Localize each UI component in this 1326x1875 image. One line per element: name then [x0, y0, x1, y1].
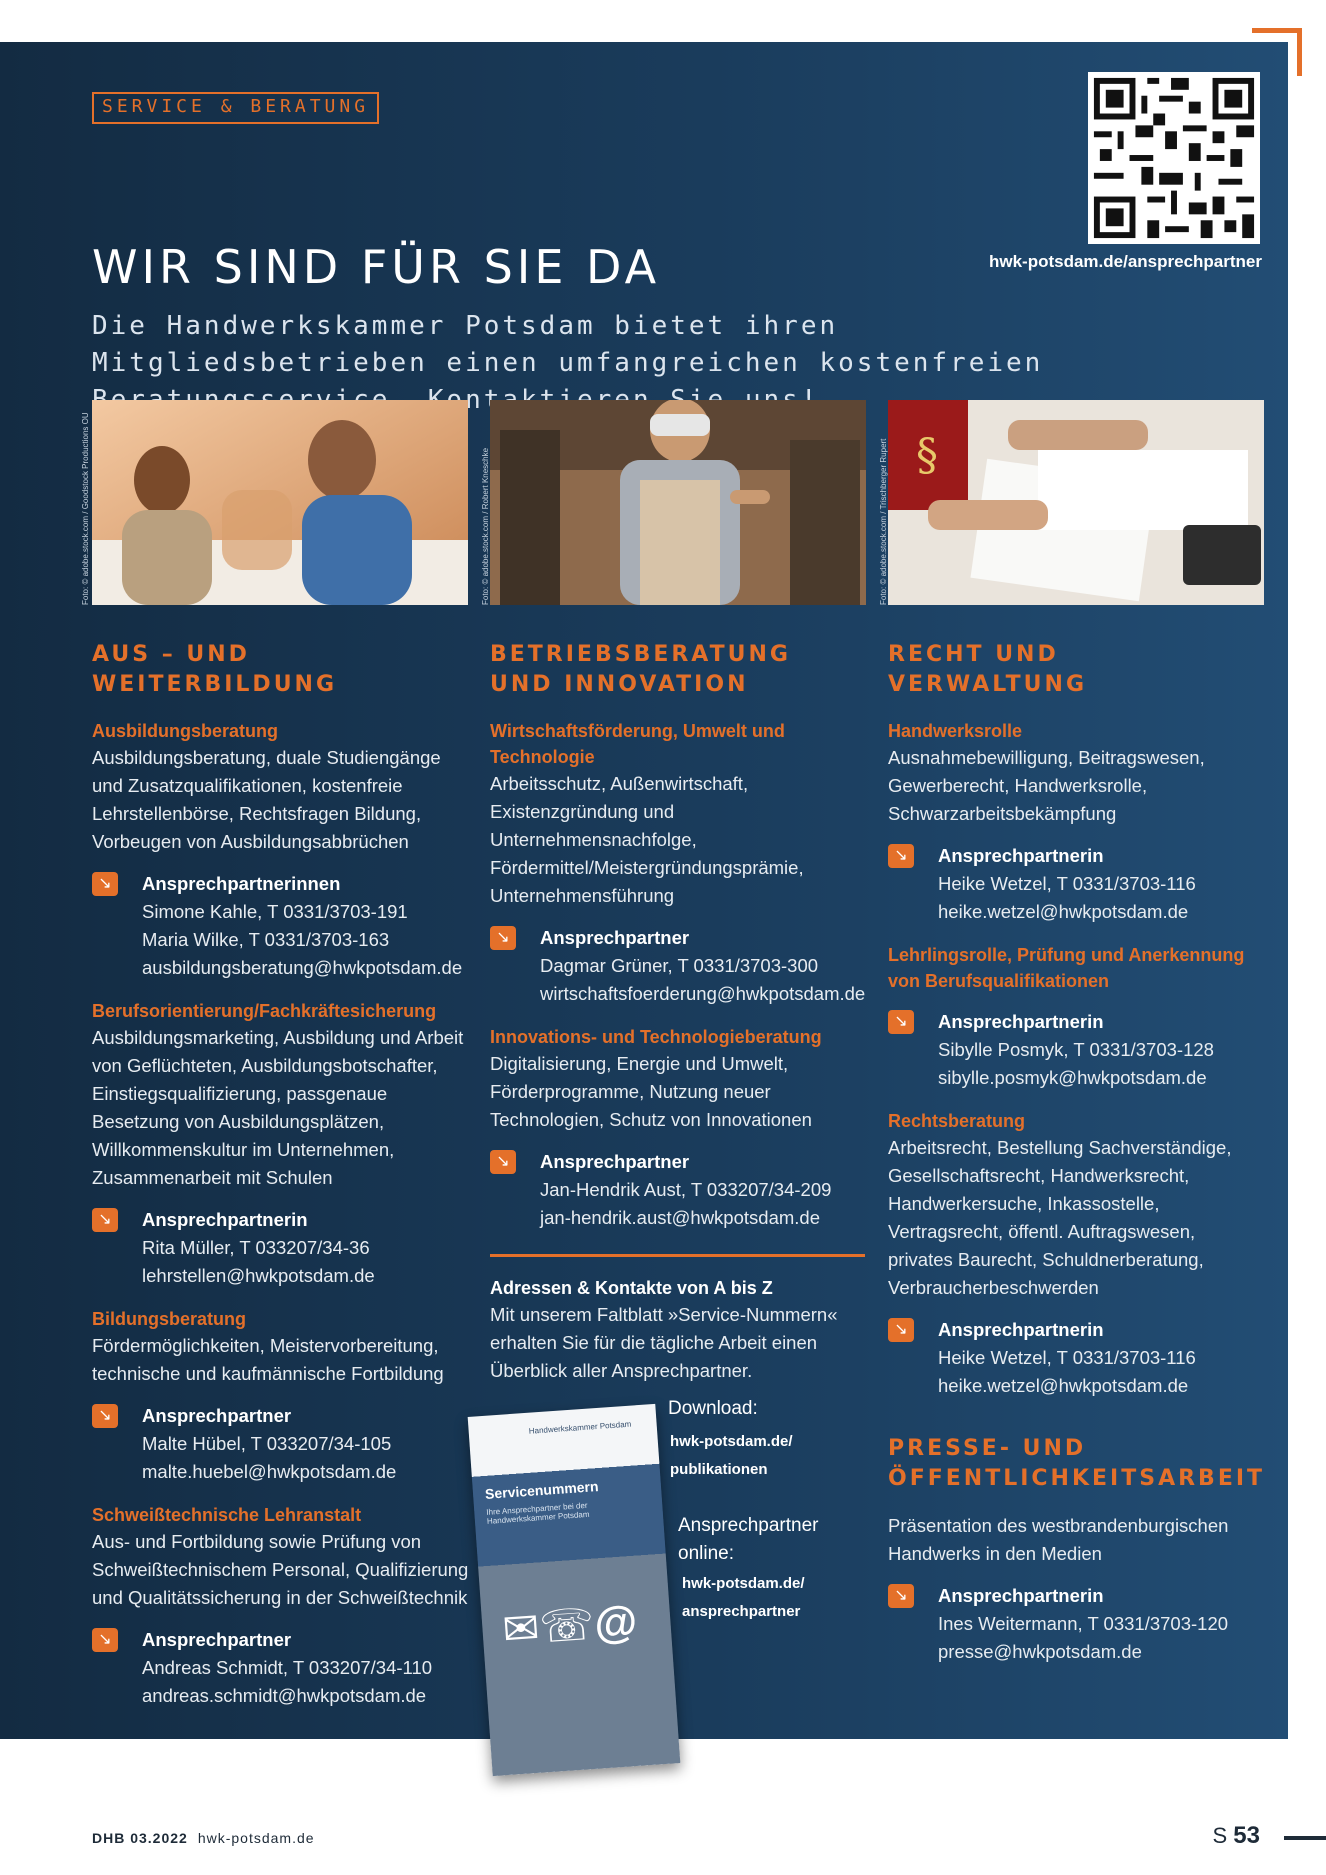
email-link[interactable]: ausbildungsberatung@hwkpotsdam.de: [142, 957, 463, 978]
description: Fördermöglichkeiten, Meistervorbereitung, technische und kaufmännische Fortbildung: [92, 1335, 444, 1384]
contact-block: ↘ Ansprechpartner Dagmar Grüner, T 0331/3703-300 wirtschaftsfoerderung@hwkpotsdam.de: [490, 924, 865, 1008]
column-title: PRESSE- UND ÖFFENTLICHKEITSARBEIT: [888, 1436, 1266, 1491]
subheading: Schweißtechnische Lehranstalt: [92, 1505, 362, 1525]
brochure-subtitle: Ihre Ansprechpartner bei der Handwerkskammer Potsdam: [486, 1500, 590, 1526]
download-label: Download:: [668, 1398, 758, 1419]
intro-text: Die Handwerkskammer Potsdam bietet ihren Mitgliedsbetrieben einen umfangreichen kostenfreien: [92, 311, 1044, 378]
addresses-text: Mit unserem Faltblatt »Service-Nummern« erhalten Sie für die tägliche Arbeit einen Überblick aller Ansprechpartner.: [490, 1304, 838, 1381]
description: Ausnahmebewilligung, Beitragswesen, Gewerberecht, Handwerksrolle, Schwarzarbeitsbekämpfung: [888, 747, 1205, 824]
column-title: AUS – UND WEITERBILDUNG: [92, 642, 338, 697]
corner-accent: [1252, 28, 1302, 76]
brochure-title: Servicenummern: [484, 1478, 599, 1502]
contact-block: ↘ Ansprechpartner Jan-Hendrik Aust, T 033207/34-209 jan-hendrik.aust@hwkpotsdam.de: [490, 1148, 865, 1232]
section-tag: SERVICE & BERATUNG: [92, 92, 379, 124]
servicenummern-brochure: [468, 1404, 681, 1776]
arrow-down-right-icon: ↘: [888, 1318, 914, 1342]
column-recht-verwaltung: [888, 640, 1266, 1682]
qr-url[interactable]: hwk-potsdam.de/ansprechpartner: [988, 252, 1262, 271]
brochure-logo: Handwerkskammer Potsdam: [528, 1419, 632, 1436]
arrow-down-right-icon: ↘: [888, 1010, 914, 1034]
column-aus-weiterbildung: [92, 640, 472, 1726]
footer-left: [92, 1830, 315, 1846]
contact-block: ↘ Ansprechpartner Andreas Schmidt, T 033207/34-110 andreas.schmidt@hwkpotsdam.de: [92, 1626, 472, 1710]
contact-block: ↘ Ansprechpartnerin Rita Müller, T 033207/34-36 lehrstellen@hwkpotsdam.de: [92, 1206, 472, 1290]
description: Digitalisierung, Energie und Umwelt, Förderprogramme, Nutzung neuer Technologien, Schutz von Innovationen: [490, 1053, 812, 1130]
footer-site-link[interactable]: hwk-potsdam.de: [197, 1830, 315, 1846]
photo-credit: Foto: © adobe.stock.com / Trischberger Rupert: [879, 438, 888, 605]
email-link[interactable]: heike.wetzel@hwkpotsdam.de: [938, 901, 1189, 922]
footer-rule: [1284, 1836, 1326, 1840]
online-label: Ansprechpartner online:: [678, 1515, 819, 1564]
description: Präsentation des westbrandenburgischen Handwerks in den Medien: [888, 1515, 1229, 1564]
column-betriebsberatung: [490, 640, 865, 1399]
arrow-down-right-icon: ↘: [92, 872, 118, 896]
description: Aus- und Fortbildung sowie Prüfung von Schweißtechnischem Personal, Qualifizierung und Qualitätssicherung in der Schweißtechnik: [92, 1531, 469, 1608]
page-title: WIR SIND FÜR SIE DA: [92, 240, 661, 294]
description: Ausbildungsmarketing, Ausbildung und Arbeit von Geflüchteten, Ausbildungsbotschafter, Einstiegsqualifizierung, passgenaue Besetzung von Ausbildungsplätzen, Willkommenskultur im Unternehmen, Zusammenarbeit mit Schulen: [92, 1027, 464, 1188]
online-link[interactable]: hwk-potsdam.de/ ansprechpartner: [682, 1575, 805, 1620]
svg-text:§: §: [916, 430, 938, 481]
description: Ausbildungsberatung, duale Studiengänge und Zusatzqualifikationen, kostenfreie Lehrstellenbörse, Rechtsfragen Bildung, Vorbeugen von Ausbildungsabbrüchen: [92, 747, 441, 852]
email-link[interactable]: presse@hwkpotsdam.de: [938, 1641, 1142, 1662]
students-writing-photo: [92, 400, 468, 605]
contact-block: ↘ Ansprechpartnerin Ines Weitermann, T 0331/3703-120 presse@hwkpotsdam.de: [888, 1582, 1258, 1666]
subheading: Lehrlingsrolle, Prüfung und Anerkennung von Berufsqualifikationen: [888, 945, 1245, 991]
arrow-down-right-icon: ↘: [888, 1584, 914, 1608]
subheading: Berufsorientierung/Fachkräftesicherung: [92, 1001, 437, 1021]
law-documents-photo: [888, 400, 1264, 605]
arrow-down-right-icon: ↘: [92, 1404, 118, 1428]
email-link[interactable]: malte.huebel@hwkpotsdam.de: [142, 1461, 397, 1482]
subheading: Ausbildungsberatung: [92, 721, 278, 741]
column-title: RECHT UND VERWALTUNG: [888, 642, 1088, 697]
column-title: BETRIEBSBERATUNG UND INNOVATION: [490, 642, 791, 697]
email-link[interactable]: jan-hendrik.aust@hwkpotsdam.de: [540, 1207, 820, 1228]
email-link[interactable]: sibylle.posmyk@hwkpotsdam.de: [938, 1067, 1207, 1088]
arrow-down-right-icon: ↘: [490, 926, 516, 950]
subheading: Wirtschaftsförderung, Umwelt und Technologie: [490, 721, 785, 767]
page-number: S 53: [1212, 1822, 1260, 1849]
subheading: Innovations- und Technologieberatung: [490, 1027, 822, 1047]
subheading: Handwerksrolle: [888, 721, 1023, 741]
issue-label: DHB 03.2022: [92, 1830, 188, 1846]
arrow-down-right-icon: ↘: [888, 844, 914, 868]
contact-block: ↘ Ansprechpartnerin Sibylle Posmyk, T 0331/3703-128 sibylle.posmyk@hwkpotsdam.de: [888, 1008, 1258, 1092]
contact-block: ↘ Ansprechpartnerin Heike Wetzel, T 0331/3703-116 heike.wetzel@hwkpotsdam.de: [888, 842, 1258, 926]
arrow-down-right-icon: ↘: [92, 1628, 118, 1652]
subheading: Bildungsberatung: [92, 1309, 246, 1329]
photo-credit: Foto: © adobe.stock.com / Goodstock Productions OU: [81, 412, 90, 605]
contact-block: ↘ Ansprechpartner Malte Hübel, T 033207/34-105 malte.huebel@hwkpotsdam.de: [92, 1402, 472, 1486]
email-link[interactable]: andreas.schmidt@hwkpotsdam.de: [142, 1685, 427, 1706]
qr-code-icon[interactable]: [1088, 72, 1260, 244]
arrow-down-right-icon: ↘: [490, 1150, 516, 1174]
subheading: Rechtsberatung: [888, 1111, 1026, 1131]
contact-block: ↘ Ansprechpartnerinnen Simone Kahle, T 0331/3703-191 Maria Wilke, T 0331/3703-163 ausbildungsberatung@hwkpotsdam.de: [92, 870, 472, 982]
addresses-heading: Adressen & Kontakte von A bis Z: [490, 1278, 773, 1298]
mail-phone-at-icon: ✉☏@: [500, 1596, 639, 1656]
divider: [490, 1254, 865, 1257]
email-link[interactable]: lehrstellen@hwkpotsdam.de: [142, 1265, 375, 1286]
download-link[interactable]: hwk-potsdam.de/ publikationen: [670, 1433, 793, 1478]
description: Arbeitsrecht, Bestellung Sachverständige, Gesellschaftsrecht, Handwerksrecht, Handwerkersuche, Inkassostelle, Vertragsrecht, öffentl. Auftragswesen, privates Baurecht, Schuldnerberatung, Verbraucherbeschwerden: [888, 1137, 1232, 1298]
photo-credit: Foto: © adobe.stock.com / Robert Kneschke: [481, 447, 490, 605]
contact-block: ↘ Ansprechpartnerin Heike Wetzel, T 0331/3703-116 heike.wetzel@hwkpotsdam.de: [888, 1316, 1258, 1400]
email-link[interactable]: wirtschaftsfoerderung@hwkpotsdam.de: [540, 983, 866, 1004]
description: Arbeitsschutz, Außenwirtschaft, Existenzgründung und Unternehmensnachfolge, Fördermittel/Meistergründungsprämie, Unternehmensführung: [490, 773, 804, 906]
vr-craftsman-photo: [490, 400, 866, 605]
arrow-down-right-icon: ↘: [92, 1208, 118, 1232]
email-link[interactable]: heike.wetzel@hwkpotsdam.de: [938, 1375, 1189, 1396]
